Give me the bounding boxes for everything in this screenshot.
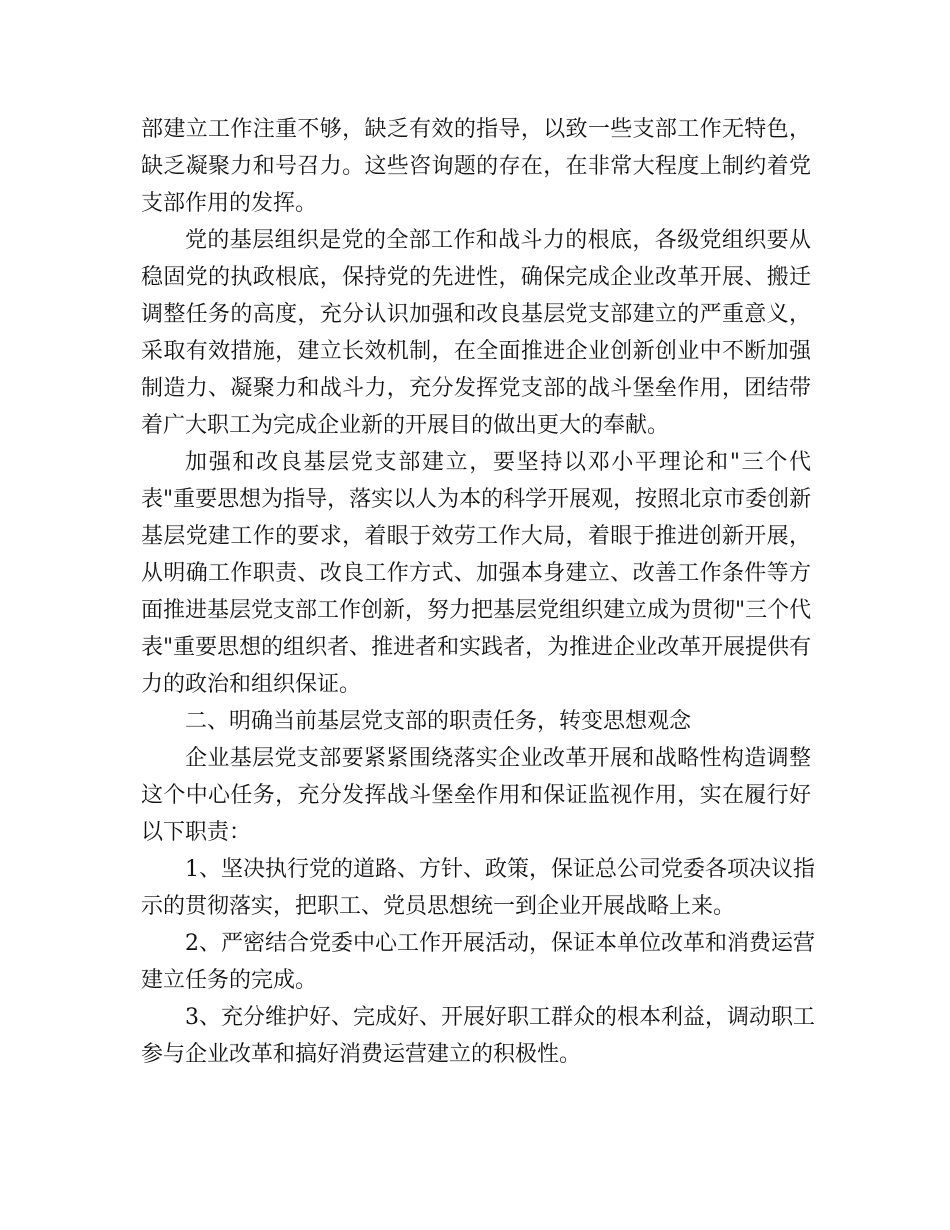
paragraph-line: 着广大职工为完成企业新的开展目的做出更大的奉献。 — [141, 413, 670, 438]
paragraph-line: 加强和改良基层党支部建立，要坚持以邓小平理论和"三个代 — [185, 450, 811, 475]
paragraph-line: 表"重要思想为指导，落实以人为本的科学开展观，按照北京市委创新 — [141, 487, 812, 512]
paragraph-line: 采取有效措施，建立长效机制，在全面推进企业创新创业中不断加强 — [141, 339, 811, 364]
paragraph-line: 示的贯彻落实，把职工、党员思想统一到企业开展战略上来。 — [141, 894, 736, 919]
paragraph — [141, 740, 811, 851]
paragraph-line: 调整任务的高度，充分认识加强和改良基层党支部建立的严重意义， — [141, 302, 811, 327]
paragraph-line: 基层党建工作的要求，着眼于效劳工作大局，着眼于推进创新开展， — [141, 524, 811, 549]
paragraph-line: 二、明确当前基层党支部的职责任务，转变思想观念 — [185, 709, 692, 734]
paragraph-line: 这个中心任务，充分发挥战斗堡垒作用和保证监视作用，实在履行好 — [141, 783, 811, 808]
paragraph-line: 以下职责： — [141, 820, 252, 845]
paragraph — [141, 222, 811, 444]
paragraph-line: 面推进基层党支部工作创新，努力把基层党组织建立成为贯彻"三个代 — [141, 598, 812, 623]
paragraph-line: 从明确工作职责、改良工作方式、加强本身建立、改善工作条件等方 — [141, 561, 811, 586]
paragraph-line: 2、严密结合党委中心工作开展活动，保证本单位改革和消费运营 — [185, 931, 815, 956]
paragraph — [141, 851, 815, 925]
paragraph — [141, 111, 811, 222]
paragraph-line: 制造力、凝聚力和战斗力，充分发挥党支部的战斗堡垒作用，团结带 — [141, 376, 811, 401]
paragraph-line: 3、充分维护好、完成好、开展好职工群众的根本利益，调动职工 — [185, 1005, 815, 1030]
paragraph-line: 参与企业改革和搞好消费运营建立的积极性。 — [141, 1042, 582, 1067]
paragraph-line: 支部作用的发挥。 — [141, 191, 318, 216]
paragraph — [141, 703, 811, 740]
paragraph-line: 企业基层党支部要紧紧围绕落实企业改革开展和战略性构造调整 — [185, 746, 811, 771]
paragraph-line: 党的基层组织是党的全部工作和战斗力的根底，各级党组织要从 — [185, 228, 811, 253]
paragraph-line: 稳固党的执政根底，保持党的先进性，确保完成企业改革开展、搬迁 — [141, 265, 811, 290]
paragraph-line: 力的政治和组织保证。 — [141, 672, 362, 697]
document-page — [141, 111, 815, 1073]
paragraph — [141, 444, 811, 703]
paragraph — [141, 925, 815, 999]
paragraph-line: 表"重要思想的组织者、推进者和实践者，为推进企业改革开展提供有 — [141, 635, 812, 660]
paragraph-line: 1、坚决执行党的道路、方针、政策，保证总公司党委各项决议指 — [185, 857, 815, 882]
paragraph — [141, 999, 815, 1073]
paragraph-line: 缺乏凝聚力和号召力。这些咨询题的存在，在非常大程度上制约着党 — [141, 154, 811, 179]
paragraph-line: 建立任务的完成。 — [141, 968, 318, 993]
paragraph-line: 部建立工作注重不够，缺乏有效的指导，以致一些支部工作无特色， — [141, 117, 811, 142]
